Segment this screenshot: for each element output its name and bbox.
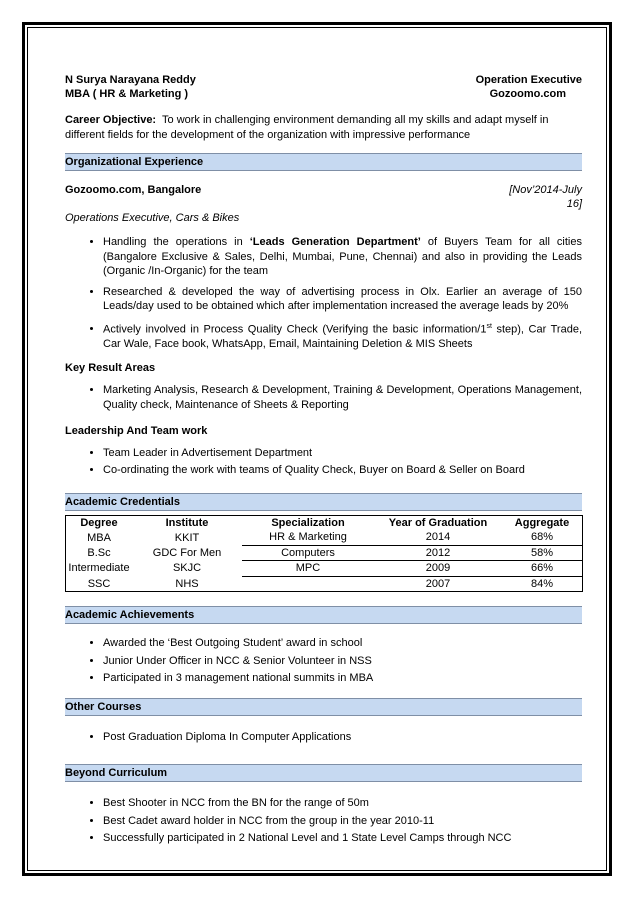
- company-name: Gozoomo.com, Bangalore: [65, 184, 202, 196]
- list-item: • Researched & developed the way of advertising process in Olx. Earlier an average of 150 Leads/day used to be obtained which after implementation increased the average leads by 20%: [103, 285, 582, 314]
- col-degree: Degree: [80, 517, 118, 530]
- list-item: • Best Shooter in NCC from the BN for the range of 50m: [103, 796, 582, 811]
- objective-label: Career Objective:: [65, 114, 157, 126]
- career-objective: [65, 113, 582, 143]
- table-row: SSC NHS 2007 84%: [66, 576, 583, 592]
- list-item: • Participated in 3 management national summits in MBA: [103, 671, 582, 686]
- header-row-1: [65, 73, 582, 87]
- list-item: • Post Graduation Diploma In Computer Applications: [103, 730, 582, 745]
- other-courses-list: [65, 730, 582, 745]
- leadership-list: [65, 446, 582, 477]
- col-aggregate: Aggregate: [514, 517, 570, 530]
- candidate-name: N Surya Narayana Reddy: [65, 74, 196, 86]
- col-specialization: Specialization: [271, 517, 345, 530]
- objective-text: To work in challenging environment demanding all my skills and adapt myself in different fields for the development of the organization with impressive performance: [65, 114, 549, 141]
- table-row: Intermediate SKJC MPC 2009 66%: [66, 561, 583, 577]
- position-title: Operations Executive, Cars & Bikes: [65, 212, 240, 224]
- achievements-list: [65, 636, 582, 686]
- section-beyond-curriculum: Beyond Curriculum: [65, 764, 582, 782]
- table-header-row: [66, 516, 583, 531]
- list-item: • Handling the operations in ‘Leads Generation Department’ of Buyers Team for all cities (Bangalore Exclusive & Sales, Delhi, Mumbai, Pune, Chennai) and also in providing the Leads (Organic /In-Organic) for the team: [103, 235, 582, 279]
- col-year: Year of Graduation: [388, 517, 488, 530]
- experience-list: [65, 235, 582, 351]
- list-item: • Actively involved in Process Quality Check (Verifying the basic information/1st step), Car Trade, Car Wale, Face book, WhatsApp, Email, Maintaining Deletion & MIS Sheets: [103, 320, 582, 352]
- current-role: Operation Executive: [475, 74, 582, 86]
- leadership-heading: Leadership And Team work: [65, 425, 208, 438]
- list-item: • Awarded the ‘Best Outgoing Student’ award in school: [103, 636, 582, 651]
- list-item: • Best Cadet award holder in NCC from the group in the year 2010-11: [103, 814, 582, 829]
- beyond-list: [65, 796, 582, 846]
- section-academic-achievements: Academic Achievements: [65, 606, 582, 624]
- academic-table: [65, 515, 583, 592]
- section-other-courses: Other Courses: [65, 698, 582, 716]
- list-item: • Team Leader in Advertisement Department: [103, 446, 582, 461]
- resume-content: [65, 73, 582, 852]
- employment-dates: [Nov’2014-July 16]: [509, 184, 582, 210]
- table-row: B.Sc GDC For Men Computers 2012 58%: [66, 545, 583, 561]
- table-row: MBA KKIT HR & Marketing 2014 68%: [66, 530, 583, 545]
- section-organizational-experience: Organizational Experience: [65, 153, 582, 171]
- header-row-2: [65, 87, 582, 101]
- list-item: • Marketing Analysis, Research & Development, Training & Development, Operations Management, Quality check, Maintenance of Sheets & Reporting: [103, 383, 582, 412]
- list-item: • Junior Under Officer in NCC & Senior Volunteer in NSS: [103, 654, 582, 669]
- qualification: MBA ( HR & Marketing ): [65, 88, 189, 100]
- list-item: • Co-ordinating the work with teams of Quality Check, Buyer on Board & Seller on Board: [103, 463, 582, 478]
- section-academic-credentials: Academic Credentials: [65, 493, 582, 511]
- key-results-list: [65, 383, 582, 412]
- key-result-areas-heading: Key Result Areas: [65, 362, 156, 375]
- list-item: • Successfully participated in 2 National Level and 1 State Level Camps through NCC: [103, 831, 582, 846]
- col-institute: Institute: [165, 517, 209, 530]
- current-company: Gozoomo.com: [489, 88, 566, 100]
- company-row: [65, 183, 582, 211]
